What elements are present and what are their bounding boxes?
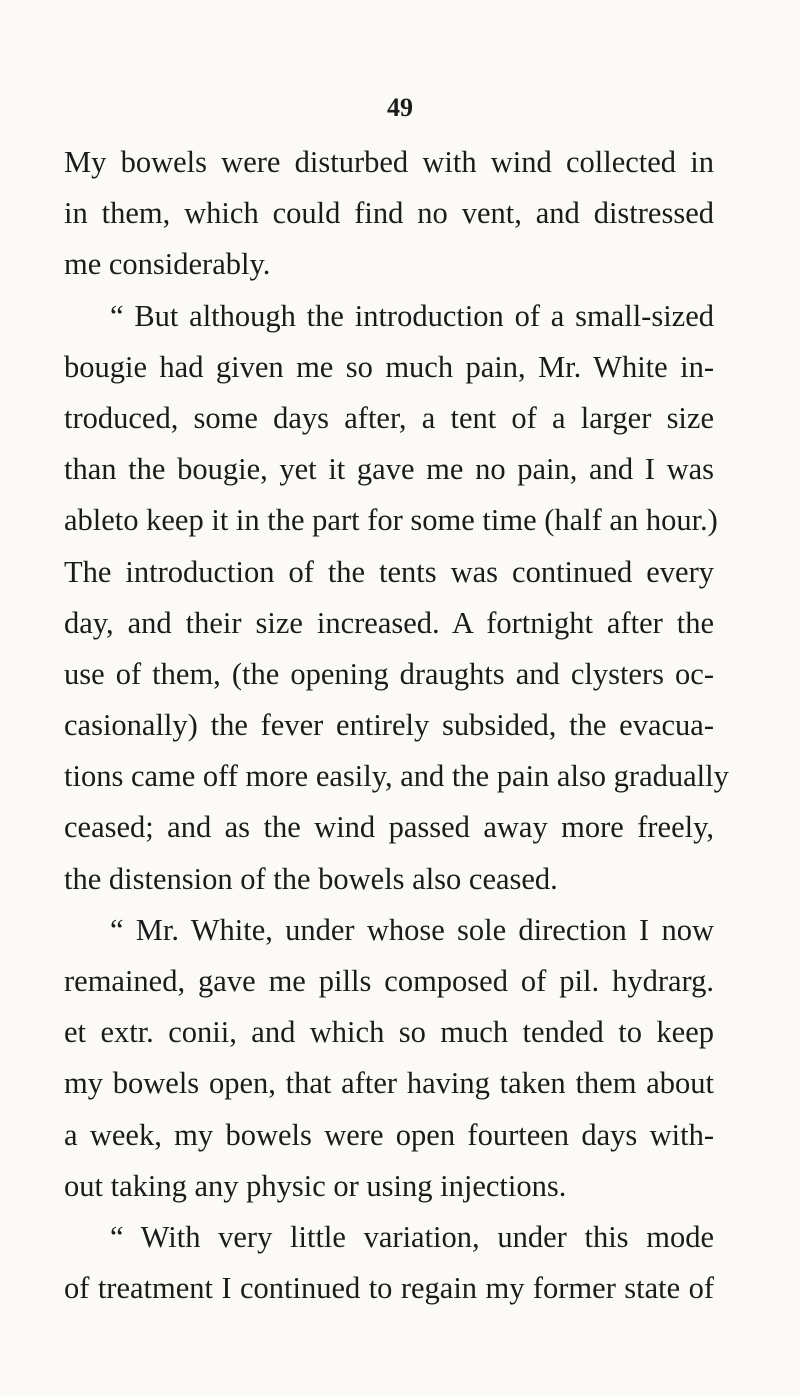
text-line: in them, which could find no vent, and distressed (64, 196, 714, 231)
text-line: tions came off more easily, and the pain also gradually (64, 759, 729, 794)
text-line: my bowels open, that after having taken them about (64, 1066, 714, 1101)
text-line: me considerably. (64, 247, 271, 282)
text-line: remained, gave me pills composed of pil. hydrarg. (64, 964, 714, 998)
text-line: et extr. conii, and which so much tended to keep (64, 1015, 714, 1050)
text-line: “ Mr. White, under whose sole direction I now (110, 912, 714, 947)
text-line: out taking any physic or using injections. (64, 1168, 567, 1203)
text-line: troduced, some days after, a tent of a larger size (64, 400, 714, 435)
text-line: of treatment I continued to regain my former state of (64, 1271, 714, 1306)
page-number: 49 (387, 93, 413, 122)
body-text (64, 137, 729, 1314)
text-line: use of them, (the opening draughts and clysters oc- (64, 656, 714, 691)
text-line: ceased; and as the wind passed away more freely, (64, 810, 714, 845)
text-line: The introduction of the tents was continued every (64, 554, 714, 589)
text-line: “ With very little variation, under this mode (110, 1219, 714, 1254)
text-line: “ But although the introduction of a small-sized (110, 298, 714, 333)
text-line: day, and their size increased. A fortnight after the (64, 605, 714, 640)
text-line: a week, my bowels were open fourteen days with- (64, 1117, 714, 1152)
text-line: than the bougie, yet it gave me no pain, and I was (64, 452, 714, 487)
text-line: casionally) the fever entirely subsided, the evacua- (64, 708, 714, 743)
text-line: ableto keep it in the part for some time (half an hour.) (64, 503, 718, 538)
text-line: the distension of the bowels also ceased. (64, 861, 558, 896)
text-line: bougie had given me so much pain, Mr. White in- (64, 349, 714, 384)
text-line: My bowels were disturbed with wind collected in (64, 145, 714, 179)
